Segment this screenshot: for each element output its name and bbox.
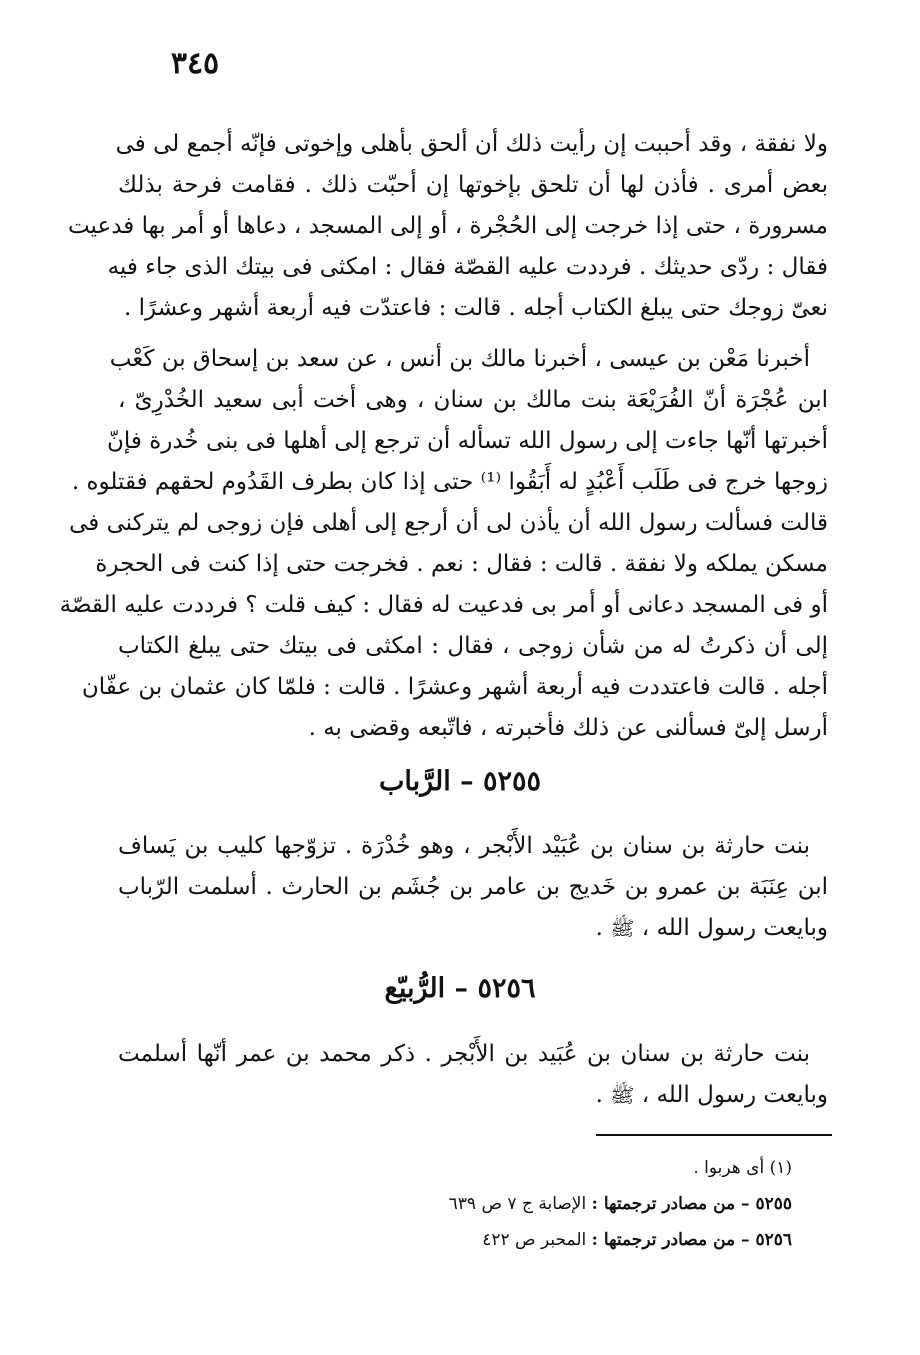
text-line: زوجها خرج فى طَلَب أَعْبُدٍ له أَبَقُوا ⁽¹⁾ حتى إذا كان بطرف القَدُوم لحقهم فقتلوه . (71, 469, 828, 495)
text-line: بعض أمرى . فأذن لها أن تلحق بإخوتها إن أحبّت ذلك . فقامت فرحة بذلك (118, 172, 828, 198)
footnote-source-label: ٥٢٥٥ – من مصادر ترجمتها : (591, 1194, 792, 1214)
salla-symbol: ﷺ (610, 1083, 635, 1107)
text-line: فقال : ردّى حديثك . فرددت عليه القصّة فقال : امكثى فى بيتك الذى جاء فيه (107, 254, 828, 280)
text-line: ابن عِنَبَة بن عمرو بن خَديج بن عامر بن جُشَم بن الحارث . أسلمت الرّباب (118, 874, 828, 900)
text-line: إلى أن ذكرتُ له من شأن زوجى ، فقال : امكثى فى بيتك حتى يبلغ الكتاب (118, 633, 828, 659)
text-line-closing (118, 1075, 828, 1116)
period: . (595, 915, 611, 941)
text-line-closing (118, 908, 828, 949)
footnote-divider (596, 1134, 832, 1136)
entry-heading-5255: ٥٢٥٥ – الرَّباب (378, 766, 542, 797)
footnotes (232, 1150, 792, 1258)
footnote-1: (١) أى هربوا . (693, 1158, 792, 1178)
text-line: بنت حارثة بن سنان بن عُبَيد بن الأَبْجر . ذكر محمد بن عمر أنّها أسلمت (118, 1041, 810, 1067)
footnote-source-5255 (232, 1186, 792, 1222)
paragraph-hadith (59, 339, 828, 749)
footnote-source-ref: الإصابة ج ٧ ص ٦٣٩ (448, 1194, 592, 1214)
text-line: مسكن يملكه ولا نفقة . قالت : فقال : نعم . فخرجت حتى إذا كنت فى الحجرة (95, 551, 828, 577)
footnote-source-label: ٥٢٥٦ – من مصادر ترجمتها : (591, 1230, 792, 1250)
page-number: ٣٤٥ (170, 46, 220, 81)
entry-body-5256 (118, 1034, 828, 1116)
text-line: أرسل إلىّ فسألنى عن ذلك فأخبرته ، فاتّبعه وقضى به . (308, 715, 828, 741)
text-line: أخبرنا مَعْن بن عيسى ، أخبرنا مالك بن أنس ، عن سعد بن إسحاق بن كَعْب (109, 346, 810, 372)
text-line: ولا نفقة ، وقد أحببت إن رأيت ذلك أن ألحق بأهلى وإخوتى فإنّه أجمع لى فى (115, 131, 828, 157)
text-span: وبايعت رسول الله ، (641, 915, 828, 941)
period: . (595, 1082, 611, 1108)
entry-heading-5256: ٥٢٥٦ – الرُّبيّع (384, 973, 536, 1004)
footnote-source-ref: المحبر ص ٤٢٢ (482, 1230, 592, 1250)
text-line: أجله . قالت فاعتددت فيه أربعة أشهر وعشرًا . قالت : فلمّا كان عثمان بن عفّان (81, 674, 828, 700)
text-line: قالت فسألت رسول الله أن يأذن لى أن أرجع إلى أهلى فإن زوجى لم يتركنى فى (69, 510, 828, 536)
footnote-source-5256 (232, 1222, 792, 1258)
text-line: نعىّ زوجك حتى يبلغ الكتاب أجله . قالت : فاعتدّت فيه أربعة أشهر وعشرًا . (124, 295, 828, 321)
text-line: مسرورة ، حتى إذا خرجت إلى الحُجْرة ، أو إلى المسجد ، دعاها أو أمر بها فدعيت (67, 213, 828, 239)
text-span: وبايعت رسول الله ، (641, 1082, 828, 1108)
salla-symbol: ﷺ (610, 916, 635, 940)
text-line: أو فى المسجد دعانى أو أمر بى فدعيت له فقال : كيف قلت ؟ فرددت عليه القصّة (59, 592, 828, 618)
entry-body-5255 (118, 826, 828, 949)
paragraph-continuation (67, 124, 828, 329)
text-line: بنت حارثة بن سنان بن عُبَيْد الأَبْجر ، وهو خُدْرَة . تزوّجها كليب بن يَساف (118, 833, 810, 859)
text-line: أخبرتها أنّها جاءت إلى رسول الله تسأله أن ترجع إلى أهلها فى بنى خُدرة فإنّ (106, 428, 828, 454)
text-line: ابن عُجْرَة أنّ الفُرَيْعَة بنت مالك بن سنان ، وهى أخت أبى سعيد الخُدْرِىّ ، (118, 387, 828, 413)
